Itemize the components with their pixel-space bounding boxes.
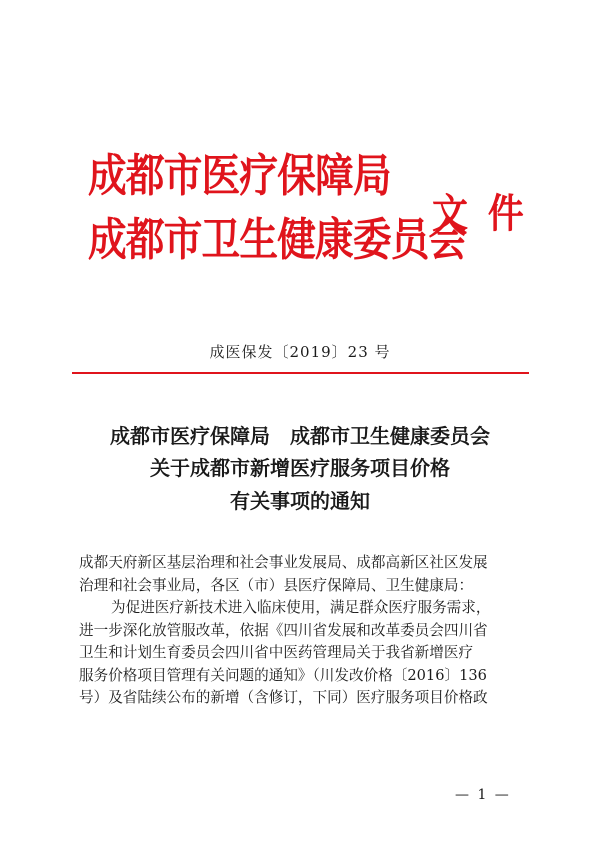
addressee-line: 治理和社会事业局，各区（市）县医疗保障局、卫生健康局： (79, 576, 474, 594)
paragraph-line: 号）及省陆续公布的新增（含修订，下同）医疗服务项目价格政 (79, 689, 488, 706)
issuer-name-2: 成都市卫生健康委员会 (88, 213, 467, 266)
document-label: 文件 (432, 190, 544, 237)
addressee-line: 成都天府新区基层治理和社会事业发展局、成都高新区社区发展 (79, 554, 488, 571)
issuer-name-1: 成都市医疗保障局 (88, 149, 391, 202)
paragraph-line: 为促进医疗新技术进入临床使用，满足群众医疗服务需求， (111, 599, 491, 616)
title-line-2: 关于成都市新增医疗服务项目价格 (150, 456, 450, 480)
body-text (79, 552, 531, 710)
title-line-1: 成都市医疗保障局 成都市卫生健康委员会 (110, 424, 490, 448)
title-line-3: 有关事项的通知 (230, 489, 370, 513)
paragraph-line: 进一步深化放管服改革，依据《四川省发展和改革委员会四川省 (79, 621, 488, 639)
paragraph-line: 服务价格项目管理有关问题的通知》（川发改价格〔2016〕136 (79, 666, 487, 684)
paragraph-line: 卫生和计划生育委员会四川省中医药管理局关于我省新增医疗 (79, 644, 474, 661)
red-divider (72, 372, 529, 374)
document-number: 成医保发〔2019〕23 号 (209, 343, 391, 361)
page-number: — 1 — (455, 787, 511, 803)
